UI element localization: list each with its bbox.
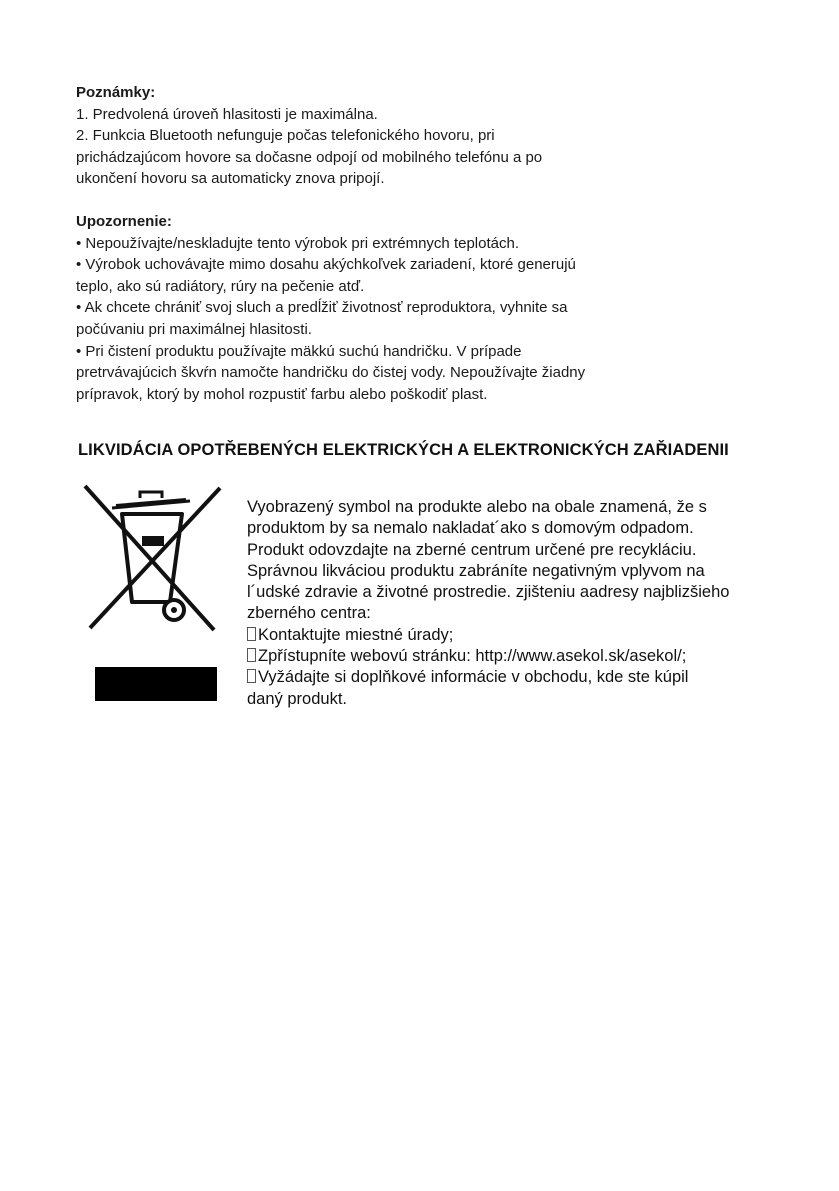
checkbox-glyph-icon [247, 669, 256, 683]
disposal-bullet [247, 667, 729, 688]
disposal-line: Vyobrazený symbol na produkte alebo na obale znamená, že s [247, 498, 707, 516]
weee-black-bar [95, 667, 217, 701]
disposal-line: produktom by sa nemalo nakladat´ako s domovým odpadom. [247, 519, 694, 538]
disposal-bullet-text: Zpřístupníte webovú stránku: http://www.asekol.sk/asekol/; [258, 647, 687, 666]
weee-crossed-bin-icon [82, 484, 222, 634]
checkbox-glyph-icon [247, 648, 256, 662]
disposal-text [247, 497, 729, 710]
disposal-line: zberného centra: [247, 604, 371, 623]
warning-line: • Výrobok uchovávajte mimo dosahu akýchkoľvek zariadení, ktoré generujú [76, 256, 576, 274]
notes-line: ukončení hovoru sa automaticky znova pripojí. [76, 170, 385, 188]
disposal-bullet-text: Vyžádajte si doplňkové informácie v obchodu, kde ste kúpil [258, 668, 689, 687]
notes-line: 2. Funkcia Bluetooth nefunguje počas telefonického hovoru, pri [76, 127, 495, 145]
warning-line: teplo, ako sú radiátory, rúry na pečenie atď. [76, 277, 365, 295]
checkbox-glyph-icon [247, 627, 256, 641]
warning-section [76, 211, 676, 405]
warning-line: • Nepoužívajte/neskladujte tento výrobok pri extrémnych teplotách. [76, 234, 519, 252]
disposal-line: Správnou likváciou produktu zabráníte negativným vplyvom na [247, 561, 705, 580]
disposal-line: Produkt odovzdajte na zberné centrum určené pre recykláciu. [247, 540, 697, 559]
notes-line: prichádzajúcom hovore sa dočasne odpojí od mobilného telefónu a po [76, 148, 543, 166]
warning-line: počúvaniu pri maximálnej hlasitosti. [76, 320, 312, 338]
warning-heading: Upozornenie: [76, 213, 172, 230]
warning-line: • Pri čistení produktu používajte mäkkú suchú handričku. V prípade [76, 342, 522, 360]
notes-line: 1. Predvolená úroveň hlasitosti je maximálna. [76, 105, 378, 123]
warning-line: • Ak chcete chrániť svoj sluch a predĺžiť životnosť reproduktora, vyhnite sa [76, 299, 568, 317]
disposal-line: l´udské zdravie a životné prostredie. zjišteniu aadresy najblizšieho [247, 583, 730, 602]
disposal-title: LIKVIDÁCIA OPOTŘEBENÝCH ELEKTRICKÝCH A ELEKTRONICKÝCH ZAŘIADENII [78, 441, 729, 459]
notes-section [76, 82, 676, 190]
disposal-bullet-text: Kontaktujte miestné úrady; [258, 625, 454, 644]
disposal-bullet [247, 625, 729, 646]
warning-line: prípravok, ktorý by mohol rozpustiť farbu alebo poškodiť plast. [76, 385, 488, 403]
disposal-bullet [247, 646, 729, 667]
warning-line: pretrvávajúcich škvŕn namočte handričku do čistej vody. Nepoužívajte žiadny [76, 364, 586, 382]
disposal-line: daný produkt. [247, 689, 347, 708]
notes-heading: Poznámky: [76, 84, 156, 101]
